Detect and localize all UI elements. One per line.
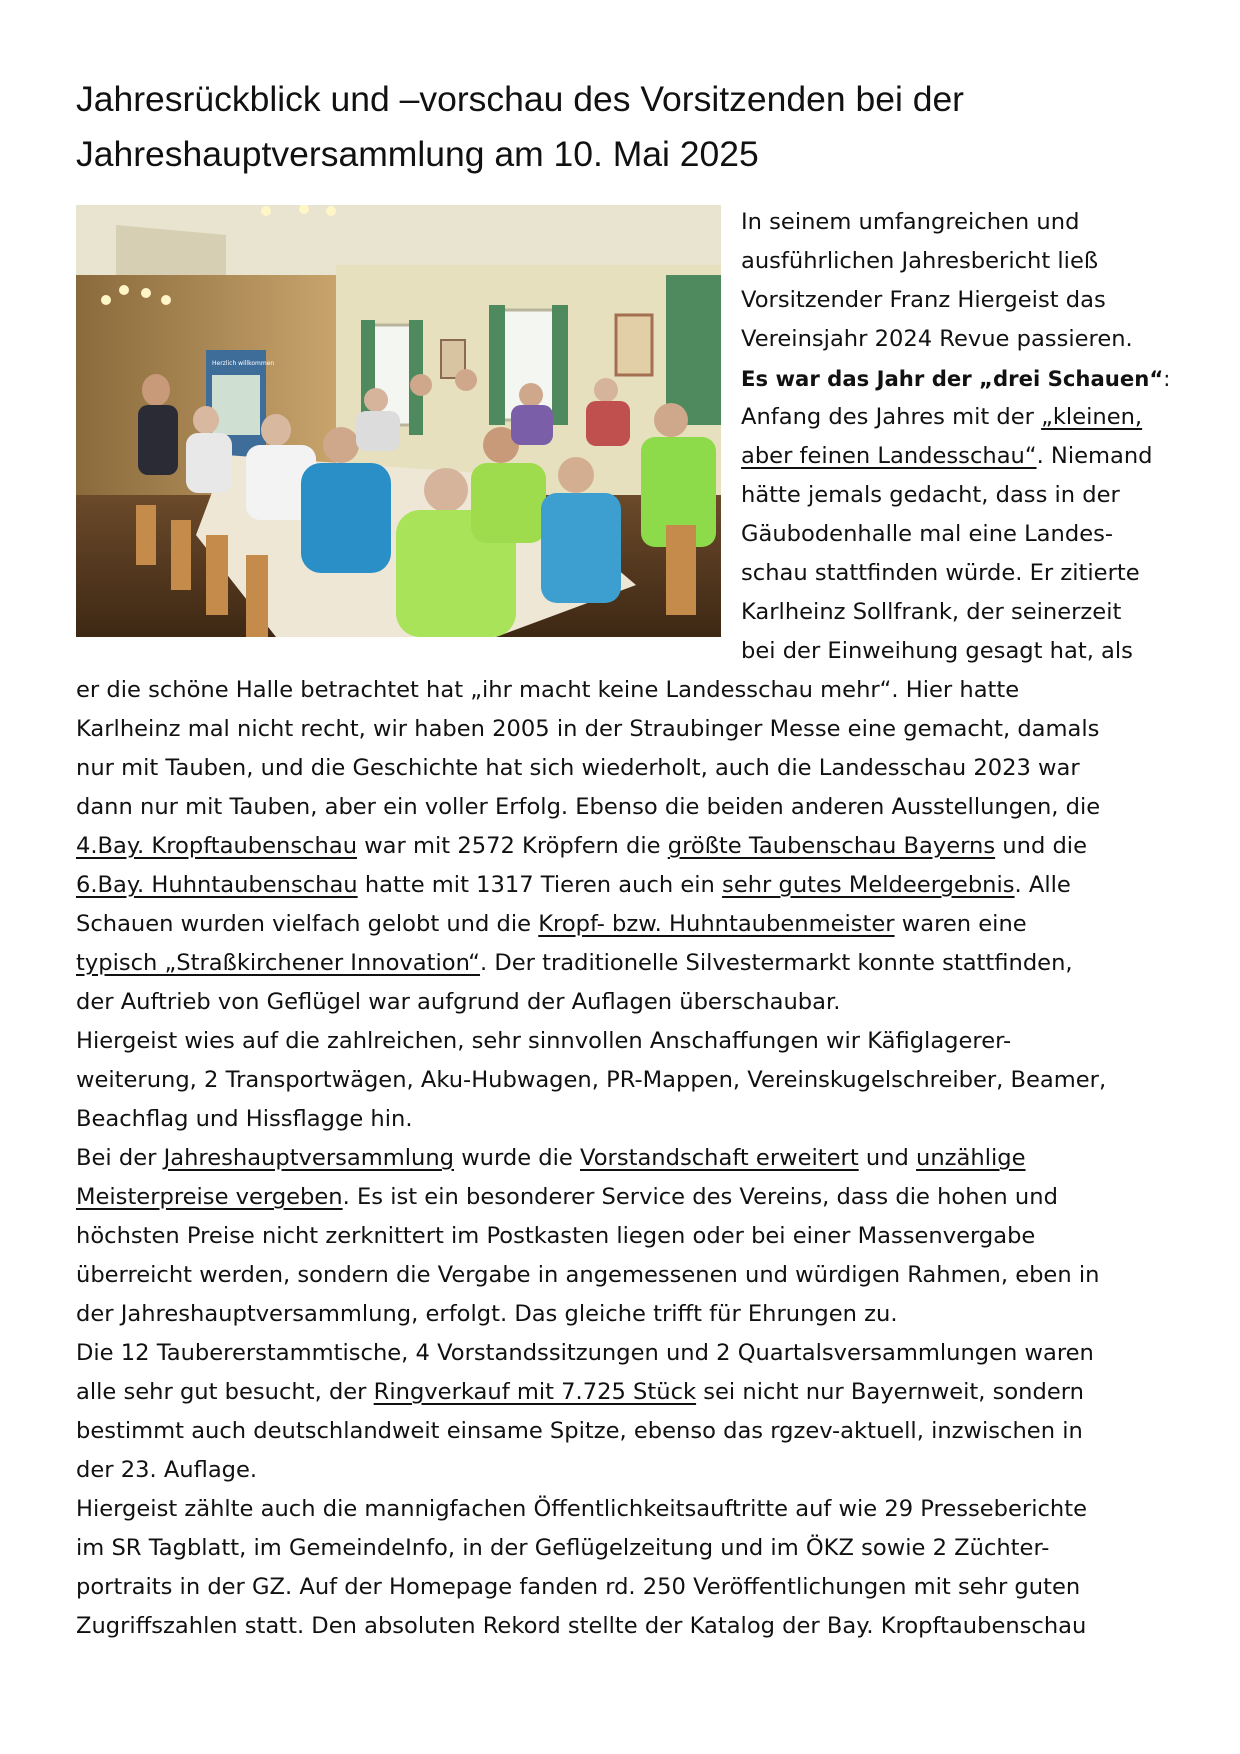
body-line: Hiergeist zählte auch die mannigfachen Öffentlichkeitsauftritte auf wie 29 Presseberichte: [76, 1496, 1087, 1522]
text-run: Schauen wurden vielfach gelobt und die: [76, 911, 539, 937]
text-run: Bei der: [76, 1145, 164, 1171]
body-line: [76, 905, 1027, 944]
body-line: Beachflag und Hissflagge hin.: [76, 1106, 413, 1132]
side-line: Vereinsjahr 2024 Revue passieren.: [741, 326, 1133, 352]
underlined-phrase: typisch „Straßkirchener Innovation“: [76, 950, 480, 976]
underlined-phrase: aber feinen Landesschau“: [741, 443, 1037, 469]
body-line: im SR Tagblatt, im GemeindeInfo, in der Geflügelzeitung und im ÖKZ sowie 2 Züchter-: [76, 1535, 1050, 1561]
body-line: der Auftrieb von Geflügel war aufgrund der Auflagen überschaubar.: [76, 989, 841, 1015]
body-line: [76, 1139, 1026, 1178]
text-run: . Der traditionelle Silvestermarkt konnte stattfinden,: [479, 950, 1073, 976]
body-line: Hiergeist wies auf die zahlreichen, sehr sinnvollen Anschaffungen wir Käfiglagerer-: [76, 1028, 1012, 1054]
underlined-phrase: Vorstandschaft erweitert: [580, 1145, 859, 1171]
body-line: er die schöne Halle betrachtet hat „ihr macht keine Landesschau mehr“. Hier hatte: [76, 677, 1020, 703]
banner-text: Herzlich willkommen: [212, 360, 275, 367]
text-run: Anfang des Jahres mit der: [741, 404, 1042, 430]
text-run: . Alle: [1014, 872, 1071, 898]
side-line: Vorsitzender Franz Hiergeist das: [741, 287, 1106, 313]
body-line: höchsten Preise nicht zerknittert im Postkasten liegen oder bei einer Massenvergabe: [76, 1223, 1036, 1249]
body-line: bestimmt auch deutschlandweit einsame Spitze, ebenso das rgzev-aktuell, inzwischen in: [76, 1418, 1083, 1444]
underlined-phrase: Jahreshauptversammlung: [163, 1145, 455, 1171]
side-line: bei der Einweihung gesagt hat, als: [741, 638, 1133, 664]
underlined-phrase: Kropf- bzw. Huhntaubenmeister: [538, 911, 895, 937]
text-run: war mit 2572 Kröpfern die: [357, 833, 668, 859]
text-run: alle sehr gut besucht, der: [76, 1379, 374, 1405]
body-line: [76, 827, 1087, 866]
text-run: wurde die: [454, 1145, 581, 1171]
body-line: weiterung, 2 Transportwägen, Aku-Hubwagen, PR-Mappen, Vereinskugelschreiber, Beamer,: [76, 1067, 1107, 1093]
text-run: . Es ist ein besonderer Service des Vereins, dass die hohen und: [342, 1184, 1058, 1210]
drei-schauen-phrase: Es war das Jahr der „drei Schauen“: [741, 366, 1164, 391]
text-run: . Niemand: [1036, 443, 1153, 469]
body-line: [76, 866, 1071, 905]
body-line: nur mit Tauben, und die Geschichte hat sich wiederholt, auch die Landesschau 2023 war: [76, 755, 1080, 781]
side-line: [741, 359, 1170, 398]
body-line: der Jahreshauptversammlung, erfolgt. Das gleiche trifft für Ehrungen zu.: [76, 1301, 898, 1327]
body-line: der 23. Auflage.: [76, 1457, 258, 1483]
text-run: :: [1163, 366, 1171, 391]
title-line-1: Jahresrückblick und –vorschau des Vorsitzenden bei der: [76, 79, 965, 119]
side-line: Gäubodenhalle mal eine Landes-: [741, 521, 1114, 547]
body-line: portraits in der GZ. Auf der Homepage fanden rd. 250 Veröffentlichungen mit sehr guten: [76, 1574, 1081, 1600]
underlined-phrase: 6.Bay. Huhntaubenschau: [76, 872, 358, 898]
side-line: schau stattfinden würde. Er zitierte: [741, 560, 1140, 586]
body-line: [76, 944, 1073, 983]
text-run: sei nicht nur Bayernweit, sondern: [696, 1379, 1084, 1405]
text-run: waren eine: [894, 911, 1027, 937]
body-line: überreicht werden, sondern die Vergabe in angemessenen und würdigen Rahmen, eben in: [76, 1262, 1100, 1288]
underlined-phrase: Ringverkauf mit 7.725 Stück: [373, 1379, 697, 1405]
underlined-phrase: unzählige: [916, 1145, 1026, 1171]
side-line: ausführlichen Jahresbericht ließ: [741, 248, 1099, 274]
text-run: und die: [995, 833, 1087, 859]
body-line: [76, 1178, 1058, 1217]
underlined-phrase: größte Taubenschau Bayerns: [667, 833, 996, 859]
page-title: [76, 72, 1176, 182]
title-line-2: Jahreshauptversammlung am 10. Mai 2025: [76, 134, 759, 174]
body-line: Zugriffszahlen statt. Den absoluten Rekord stellte der Katalog der Bay. Kropftaubenschau: [76, 1613, 1087, 1639]
underlined-phrase: 4.Bay. Kropftaubenschau: [76, 833, 358, 859]
body-line: Die 12 Taubererstammtische, 4 Vorstandssitzungen und 2 Quartalsversammlungen waren: [76, 1340, 1094, 1366]
side-line: [741, 437, 1153, 476]
side-line: Karlheinz Sollfrank, der seinerzeit: [741, 599, 1122, 625]
body-line: Karlheinz mal nicht recht, wir haben 2005 in der Straubinger Messe eine gemacht, damals: [76, 716, 1100, 742]
meeting-photo: [76, 205, 721, 637]
underlined-phrase: Meisterpreise vergeben: [76, 1184, 343, 1210]
body-line: dann nur mit Tauben, aber ein voller Erfolg. Ebenso die beiden anderen Ausstellungen, die: [76, 794, 1101, 820]
body-line: [76, 1373, 1084, 1412]
underlined-phrase: sehr gutes Meldeergebnis: [722, 872, 1015, 898]
text-run: und: [858, 1145, 917, 1171]
underlined-phrase: „kleinen,: [1041, 404, 1143, 430]
meeting-photo-illustration: [76, 205, 721, 637]
side-line: In seinem umfangreichen und: [741, 209, 1080, 235]
side-line: [741, 398, 1142, 437]
text-run: hatte mit 1317 Tieren auch ein: [357, 872, 723, 898]
side-line: hätte jemals gedacht, dass in der: [741, 482, 1120, 508]
